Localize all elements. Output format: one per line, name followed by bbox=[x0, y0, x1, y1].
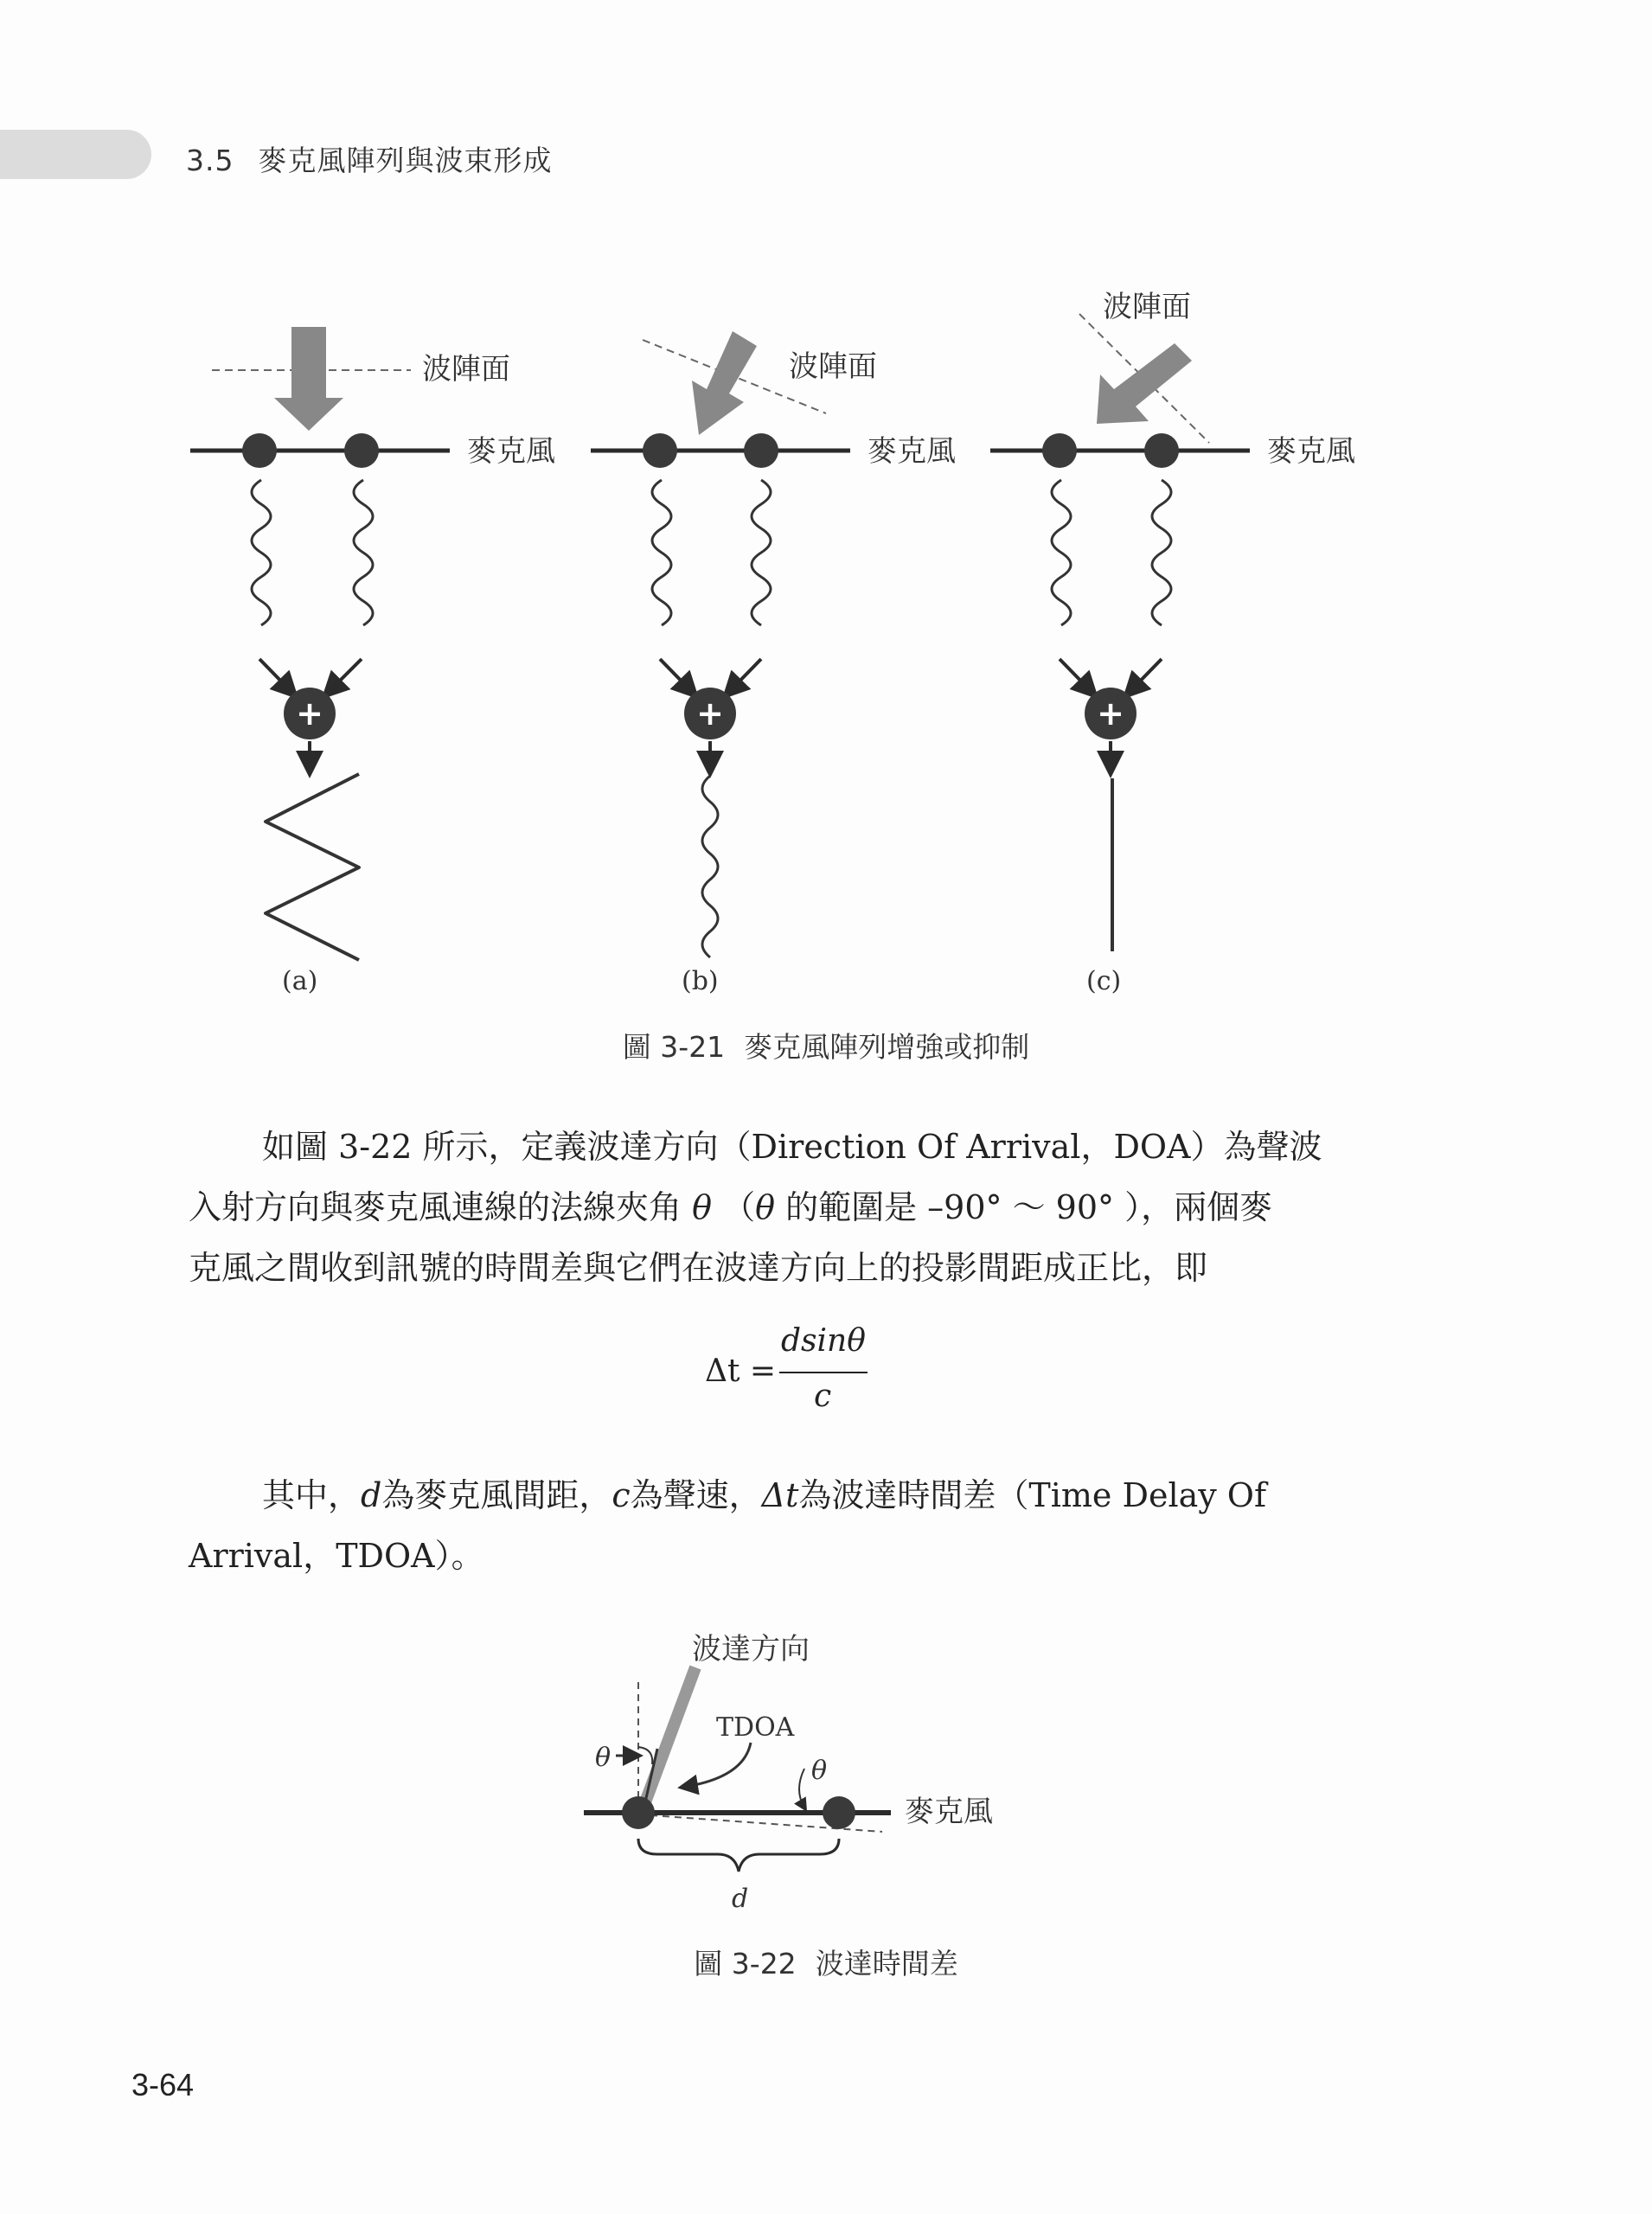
text-span: 為麥克風間距， bbox=[381, 1476, 612, 1514]
plus-icon: + bbox=[296, 694, 323, 733]
input-arrow bbox=[329, 659, 362, 692]
page-number: 3-64 bbox=[131, 2067, 195, 2102]
paragraph-line: 如圖 3-22 所示，定義波達方向（Direction Of Arrival，DOA）為聲波 bbox=[262, 1128, 1322, 1166]
caption-text: 波達時間差 bbox=[815, 1947, 958, 1980]
signal-wave bbox=[252, 480, 271, 625]
signal-wave bbox=[652, 480, 671, 625]
caption-number: 圖 3-21 bbox=[622, 1030, 726, 1064]
caption-text: 麥克風陣列增強或抑制 bbox=[744, 1030, 1030, 1064]
formula-lhs: Δt = bbox=[705, 1353, 777, 1389]
delta-t-symbol: Δt bbox=[761, 1476, 799, 1514]
text-span: 入射方向與麥克風連線的法線夾角 bbox=[189, 1188, 682, 1226]
wave-arrow bbox=[692, 331, 757, 435]
fraction-bar bbox=[779, 1372, 868, 1373]
panel-sublabel: (c) bbox=[1086, 966, 1122, 996]
output-wave bbox=[266, 774, 359, 960]
microphone bbox=[1042, 433, 1077, 468]
microphone bbox=[744, 433, 778, 468]
figure-3-21-panel-c bbox=[990, 290, 1355, 996]
microphone bbox=[344, 433, 379, 468]
wavefront-label: 波陣面 bbox=[789, 349, 877, 384]
input-arrow bbox=[729, 659, 761, 692]
text-span: 為聲速， bbox=[630, 1476, 762, 1514]
formula-denominator: c bbox=[814, 1379, 832, 1414]
paragraph-line bbox=[262, 1469, 1266, 1516]
paragraph-line: Arrival，TDOA）。 bbox=[189, 1537, 484, 1575]
microphone bbox=[622, 1796, 655, 1829]
panel-sublabel: (b) bbox=[682, 966, 719, 996]
d-symbol: d bbox=[361, 1476, 382, 1514]
text-span: 其中， bbox=[262, 1476, 362, 1514]
wave-arrow bbox=[1097, 343, 1192, 424]
plus-icon: + bbox=[696, 694, 724, 733]
section-title: 麥克風陣列與波束形成 bbox=[258, 144, 553, 177]
theta-symbol: θ bbox=[692, 1188, 712, 1226]
microphone bbox=[823, 1796, 855, 1829]
theta-arc bbox=[638, 1747, 652, 1764]
input-arrow bbox=[1060, 659, 1092, 692]
panel-sublabel: (a) bbox=[282, 966, 318, 996]
formula-numerator: dsinθ bbox=[781, 1323, 866, 1359]
tdoa-formula bbox=[705, 1323, 964, 1427]
wavefront-label: 波陣面 bbox=[1103, 290, 1191, 324]
theta-right: θ bbox=[811, 1756, 828, 1786]
c-symbol: c bbox=[611, 1476, 631, 1514]
distance-label: d bbox=[732, 1884, 749, 1914]
mic-label: 麥克風 bbox=[467, 434, 555, 469]
theta-left: θ bbox=[595, 1743, 611, 1773]
microphone bbox=[1144, 433, 1179, 468]
theta-symbol: θ bbox=[755, 1188, 775, 1226]
wave-arrow bbox=[274, 327, 343, 431]
signal-wave bbox=[752, 480, 771, 625]
paragraph-line: 克風之間收到訊號的時間差與它們在波達方向上的投影間距成正比，即 bbox=[189, 1249, 1208, 1287]
text-span: （ bbox=[722, 1188, 756, 1226]
text-span: 為波達時間差（Time Delay Of bbox=[798, 1476, 1267, 1514]
paragraph-line bbox=[189, 1181, 1272, 1228]
tdoa-label: TDOA bbox=[716, 1712, 795, 1743]
microphone bbox=[643, 433, 677, 468]
figure-3-21-panel-b bbox=[591, 331, 956, 996]
input-arrow bbox=[1130, 659, 1162, 692]
section-number: 3.5 bbox=[186, 144, 234, 177]
mic-label: 麥克風 bbox=[1267, 434, 1355, 469]
caption-number: 圖 3-22 bbox=[694, 1947, 797, 1980]
input-arrow bbox=[259, 659, 291, 692]
figure-3-21-caption bbox=[0, 1025, 1652, 1065]
direction-label: 波達方向 bbox=[692, 1632, 810, 1667]
input-arrow bbox=[660, 659, 692, 692]
signal-wave bbox=[1152, 480, 1171, 625]
figure-3-21-panel-a bbox=[190, 327, 555, 996]
tdoa-pointer bbox=[685, 1743, 751, 1787]
distance-brace bbox=[638, 1839, 839, 1872]
microphone bbox=[242, 433, 277, 468]
output-wave bbox=[702, 776, 718, 957]
wavefront-label: 波陣面 bbox=[422, 352, 510, 387]
mic-label: 麥克風 bbox=[905, 1795, 993, 1829]
text-span: 的範圍是 –90° ～ 90° ），兩個麥 bbox=[785, 1188, 1273, 1226]
signal-wave bbox=[354, 480, 373, 625]
plus-icon: + bbox=[1097, 694, 1124, 733]
theta-arc-right bbox=[799, 1769, 804, 1808]
figure-3-22-caption bbox=[0, 1942, 1652, 1982]
mic-label: 麥克風 bbox=[868, 434, 956, 469]
figure-3-22 bbox=[584, 1632, 993, 1914]
signal-wave bbox=[1052, 480, 1071, 625]
